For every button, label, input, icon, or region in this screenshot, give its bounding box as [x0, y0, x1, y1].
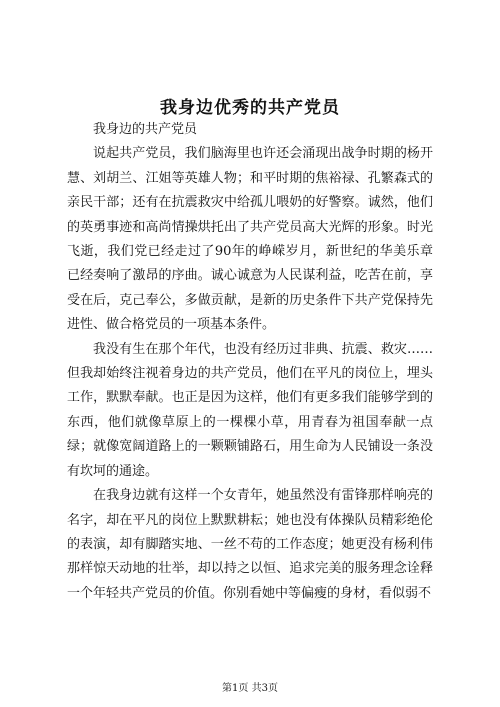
paragraph-2: 我没有生在那个年代，也没有经历过非典、抗震、救灾……但我却始终注视着身边的共产党员，他们在平凡的岗位上，埋头工作，默默奉献。也正是因为这样，他们有更多我们能够学到的东西，他们就像草原上的一棵棵小草，用青春为祖国奉献一点绿；就像宽阔道路上的一颗颗铺路石，用生命为人民铺设一条没有坎坷的通途。	[67, 341, 433, 479]
document-subheading: 我身边的共产党员	[93, 122, 198, 137]
paragraph-1: 说起共产党员，我们脑海里也许还会涌现出战争时期的杨开慧、刘胡兰、江姐等英雄人物；和平时期的焦裕禄、孔繁森式的亲民干部；还有在抗震救灾中给孤儿喂奶的好警察。诚然，他们的英勇事迹和高尚情操烘托出了共产党员高大光辉的形象。时光飞逝，我们党已经走过了90年的峥嵘岁月，新世纪的华美乐章已经奏响了激昂的序曲。诚心诚意为人民谋利益，吃苦在前，享受在后，克己奉公，多做贡献，是新的历史条件下共产党保持先进性、做合格党员的一项基本条件。	[67, 146, 433, 333]
document-title: 我身边优秀的共产党员	[160, 98, 340, 118]
paragraph-3: 在我身边就有这样一个女青年，她虽然没有雷锋那样响亮的名字，却在平凡的岗位上默默耕耘；她也没有体操队员精彩绝伦的表演，却有脚踏实地、一丝不苟的工作态度；她更没有杨利伟那样惊天动地的壮举，却以持之以恒、追求完美的服务理念诠释一个年轻共产党员的价值。你别看她中等偏瘦的身材，看似弱不	[67, 488, 433, 601]
page-footer: 第1页 共3页	[222, 683, 278, 694]
document-body	[67, 118, 433, 606]
